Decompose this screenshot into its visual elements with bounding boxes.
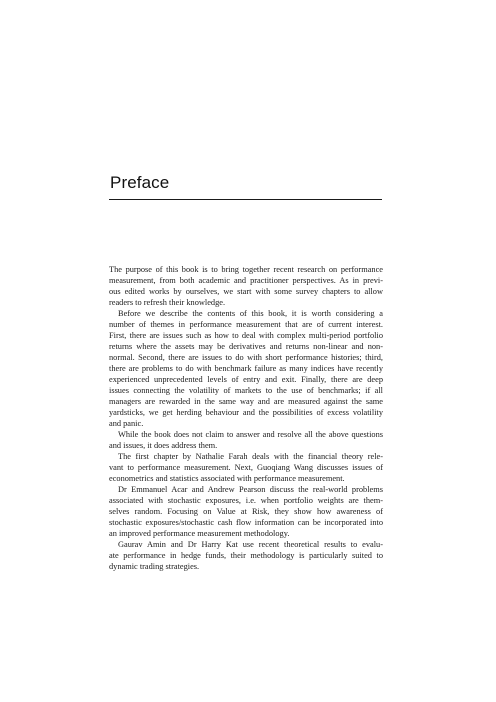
text-line: vant to performance measurement. Next, Guoqiang Wang discusses issues of	[109, 463, 383, 473]
text-line: While the book does not claim to answer and resolve all the above questions	[118, 430, 383, 440]
text-line: and issues, it does address them.	[109, 441, 218, 451]
text-line: there are problems to do with benchmark failure as many indices have recently	[109, 364, 383, 374]
text-line: associated with stochastic exposures, i.e. when portfolio weights are them-	[109, 496, 383, 506]
title-rule	[109, 199, 382, 200]
text-line: readers to refresh their knowledge.	[109, 298, 226, 308]
text-line: stochastic exposures/stochastic cash flow information can be incorporated into	[109, 518, 383, 528]
preface-body	[109, 264, 383, 572]
text-line: normal. Second, there are issues to do with short performance histories; third,	[109, 353, 383, 363]
text-line: managers are rewarded in the same way and are measured against the same	[109, 397, 383, 407]
text-line: selves random. Focusing on Value at Risk, they show how awareness of	[109, 507, 383, 517]
text-line: The first chapter by Nathalie Farah deals with the financial theory rele-	[118, 452, 383, 462]
text-line: Before we describe the contents of this book, it is worth considering a	[118, 309, 383, 319]
text-line: an improved performance measurement methodology.	[109, 529, 290, 539]
text-line: ate performance in hedge funds, their methodology is particularly suited to	[109, 551, 383, 561]
text-line: and panic.	[109, 419, 144, 429]
text-line: returns where the assets may be derivatives and returns non-linear and non-	[109, 342, 383, 352]
text-line: issues connecting the volatility of markets to the use of benchmarks; if all	[109, 386, 383, 396]
text-line: measurement, from both academic and practitioner perspectives. As in previ-	[109, 276, 383, 286]
text-line: number of themes in performance measurement that are of current interest.	[109, 320, 383, 330]
text-line: First, there are issues such as how to deal with complex multi-period portfolio	[109, 331, 383, 341]
text-line: econometrics and statistics associated with performance measurement.	[109, 474, 345, 484]
chapter-title: Preface	[110, 173, 170, 192]
text-line: experienced unprecedented levels of entry and exit. Finally, there are deep	[109, 375, 383, 385]
text-line: ous edited works by ourselves, we start with some survey chapters to allow	[109, 287, 383, 297]
text-line: yardsticks, we get herding behaviour and the possibilities of excess volatility	[109, 408, 383, 418]
text-line: Dr Emmanuel Acar and Andrew Pearson discuss the real-world problems	[118, 485, 383, 495]
text-line: Gaurav Amin and Dr Harry Kat use recent theoretical results to evalu-	[118, 540, 383, 550]
text-line: The purpose of this book is to bring together recent research on performance	[109, 265, 383, 274]
text-line: dynamic trading strategies.	[109, 562, 200, 572]
